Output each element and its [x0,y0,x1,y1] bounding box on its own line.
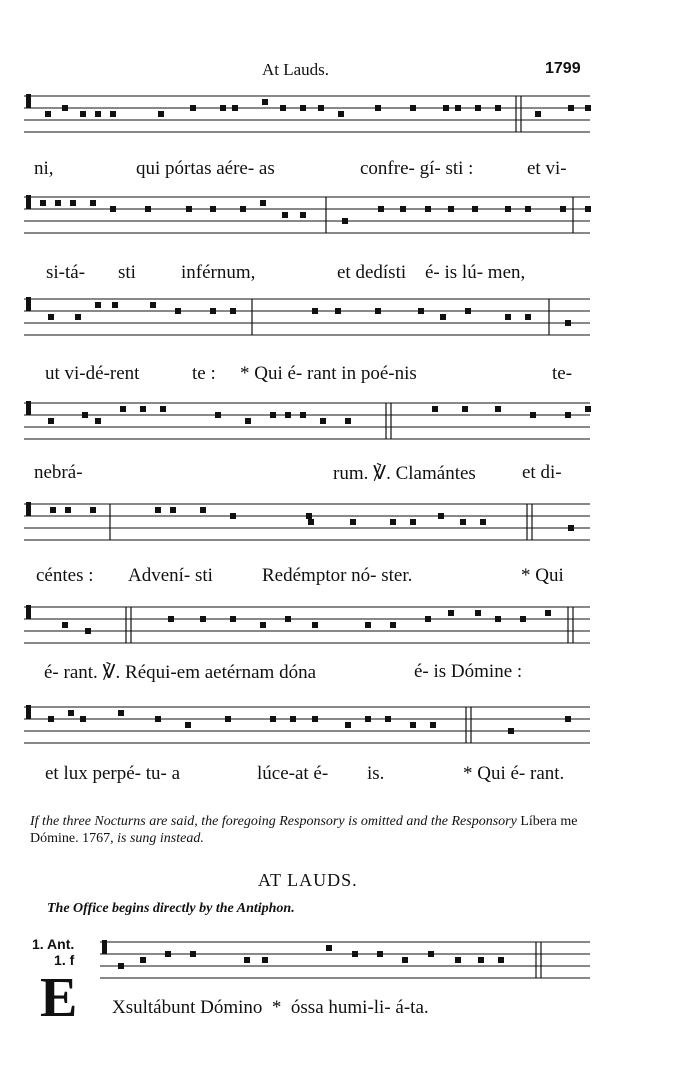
lyric-line-1-syl-3: confre- gí- sti : [360,158,474,179]
chant-staff-3 [0,295,688,355]
lyric-line-3-syl-1: ut vi-dé-rent [45,363,140,384]
neume [245,418,251,424]
clef-mark [102,940,107,954]
neume [525,206,531,212]
neume [432,406,438,412]
neume [70,200,76,206]
neume [260,200,266,206]
antiphon-label [32,936,74,968]
neume [200,507,206,513]
neume [320,418,326,424]
neume [80,111,86,117]
neume [85,628,91,634]
neume [290,716,296,722]
neume [478,957,484,963]
antiphon-number: 1. Ant. [32,936,75,952]
neume [475,610,481,616]
neume [495,406,501,412]
neume [410,519,416,525]
neume [448,206,454,212]
neume [262,99,268,105]
neume [48,418,54,424]
chant-staff-7 [0,703,688,763]
neume [50,507,56,513]
neume [48,716,54,722]
lyric-line-4-syl-3: et di- [522,462,562,483]
neume [95,111,101,117]
neume [155,716,161,722]
clef-mark [26,195,31,209]
neume [428,951,434,957]
neume [425,206,431,212]
neume [525,314,531,320]
neume [220,105,226,111]
neume [240,206,246,212]
neume [402,957,408,963]
neume [498,957,504,963]
rubric-text-1: If the three Nocturns are said, the foregoing Responsory is omitted and the Responsory [30,814,517,829]
neume [438,513,444,519]
neume [110,111,116,117]
neume [155,507,161,513]
neume [318,105,324,111]
neume [565,320,571,326]
neume [186,206,192,212]
neume [312,622,318,628]
neume [480,519,486,525]
lyric-line-5-syl-2: Advení- sti [128,565,213,586]
neume [65,507,71,513]
neume [565,412,571,418]
neume [390,622,396,628]
neume [455,105,461,111]
neume [520,616,526,622]
neume [95,302,101,308]
lyric-line-2-syl-2: sti [118,262,136,283]
neume [495,105,501,111]
neume [505,206,511,212]
neume [225,716,231,722]
neume [335,308,341,314]
lyric-line-1-syl-1: ni, [34,158,54,179]
neume [308,519,314,525]
neume [440,314,446,320]
neume [120,406,126,412]
neume [495,616,501,622]
antiphon-initial: E [40,967,78,1029]
neume [230,513,236,519]
lyric-line-4-syl-1: nebrá- [34,462,83,483]
lyric-line-3-syl-4: te- [552,363,573,384]
neume [95,418,101,424]
neume [455,957,461,963]
neume [150,302,156,308]
neume [300,212,306,218]
neume [280,105,286,111]
neume [505,314,511,320]
chant-staff-4 [0,399,688,459]
neume [90,200,96,206]
neume [232,105,238,111]
neume [430,722,436,728]
clef-mark [26,94,31,108]
lyric-line-4-syl-2: rum. ℣. Clamántes [333,463,476,484]
lyric-line-2-syl-5: é- is lú- men, [425,262,526,283]
neume [282,212,288,218]
neume [170,507,176,513]
neume [168,616,174,622]
neume [585,406,591,412]
neume [145,206,151,212]
neume [62,105,68,111]
neume [530,412,536,418]
neume [210,308,216,314]
lyric-line-7-syl-1: et lux perpé- tu- a [45,763,181,784]
antiphon-mode: 1. f [54,952,75,968]
neume [112,302,118,308]
neume [185,722,191,728]
neume [160,406,166,412]
chant-staff-6 [0,603,688,663]
neume [410,722,416,728]
lyric-line-3-syl-2: te : [192,363,216,384]
neume [342,218,348,224]
neume [45,111,51,117]
neume [165,951,171,957]
section-rubric: The Office begins directly by the Antiphon. [47,901,295,916]
neume [375,308,381,314]
neume [385,716,391,722]
neume [365,716,371,722]
neume [378,206,384,212]
lyric-line-5-syl-3: Redémptor nó- ster. [262,565,413,586]
neume [365,622,371,628]
lyric-line-5-syl-1: céntes : [36,565,94,586]
lyric-line-7-syl-4: * Qui é- rant. [463,763,565,784]
neume [140,957,146,963]
neume [215,412,221,418]
neume [326,945,332,951]
neume [350,519,356,525]
neume [306,513,312,519]
neume [262,957,268,963]
neume [472,206,478,212]
neume [345,418,351,424]
clef-mark [26,401,31,415]
neume [375,105,381,111]
neume [190,951,196,957]
lyric-line-2-syl-4: et dedísti [337,262,407,283]
neume [400,206,406,212]
neume [352,951,358,957]
neume [90,507,96,513]
neume [410,105,416,111]
neume [190,105,196,111]
neume [312,308,318,314]
neume [244,957,250,963]
neume [345,722,351,728]
neume [62,622,68,628]
lyric-line-2-syl-1: si-tá- [46,262,86,283]
running-header-title: At Lauds. [262,60,330,79]
neume [82,412,88,418]
neume [230,308,236,314]
neume [40,200,46,206]
neume [568,525,574,531]
lyric-line-6-syl-2: é- is Dómine : [414,661,523,682]
page-number: 1799 [545,60,581,77]
neume [418,308,424,314]
neume [270,716,276,722]
neume [110,206,116,212]
neume [200,616,206,622]
chant-staff-2 [0,193,688,253]
clef-mark [26,502,31,516]
neume [545,610,551,616]
neume [338,111,344,117]
rubric-upright-text: Líbera me Dómine. 1767, [30,814,578,846]
neume [377,951,383,957]
neume [460,519,466,525]
neume [118,963,124,969]
neume [300,105,306,111]
neume [535,111,541,117]
neume [285,412,291,418]
rubric-note [30,813,595,847]
antiphon-text: Xsultábunt Dómino * óssa humi-li- á-ta. [112,997,429,1018]
neume [475,105,481,111]
neume [68,710,74,716]
neume [118,710,124,716]
neume [425,616,431,622]
clef-mark [26,605,31,619]
neume [462,406,468,412]
neume [585,206,591,212]
neume [285,616,291,622]
neume [270,412,276,418]
neume [55,200,61,206]
neume [585,105,591,111]
lyric-line-2-syl-3: inférnum, [181,262,256,283]
neume [158,111,164,117]
neume [565,716,571,722]
clef-mark [26,297,31,311]
neume [448,610,454,616]
neume [140,406,146,412]
neume [568,105,574,111]
lyric-line-7-syl-3: is. [367,763,385,784]
neume [75,314,81,320]
rubric-text-2: is sung instead. [117,831,204,846]
neume [210,206,216,212]
clef-mark [26,705,31,719]
neume [230,616,236,622]
chant-staff-1 [0,92,688,152]
neume [300,412,306,418]
lyric-line-6-syl-1: é- rant. ℣. Réqui-em aetérnam dóna [44,662,317,683]
neume [48,314,54,320]
lyric-line-5-syl-4: * Qui [521,565,564,586]
neume [80,716,86,722]
lyric-line-1-syl-4: et vi- [527,158,567,179]
neume [443,105,449,111]
neume [312,716,318,722]
chant-staff-5 [0,500,688,560]
lyric-line-1-syl-2: qui pórtas aére- as [136,158,275,179]
chant-staff-8 [0,938,688,998]
neume [560,206,566,212]
neume [508,728,514,734]
neume [260,622,266,628]
neume [465,308,471,314]
section-title: AT LAUDS. [258,870,358,890]
neume [175,308,181,314]
neume [390,519,396,525]
lyric-line-7-syl-2: lúce-at é- [257,763,329,784]
lyric-line-3-syl-3: * Qui é- rant in poé-nis [240,363,417,384]
